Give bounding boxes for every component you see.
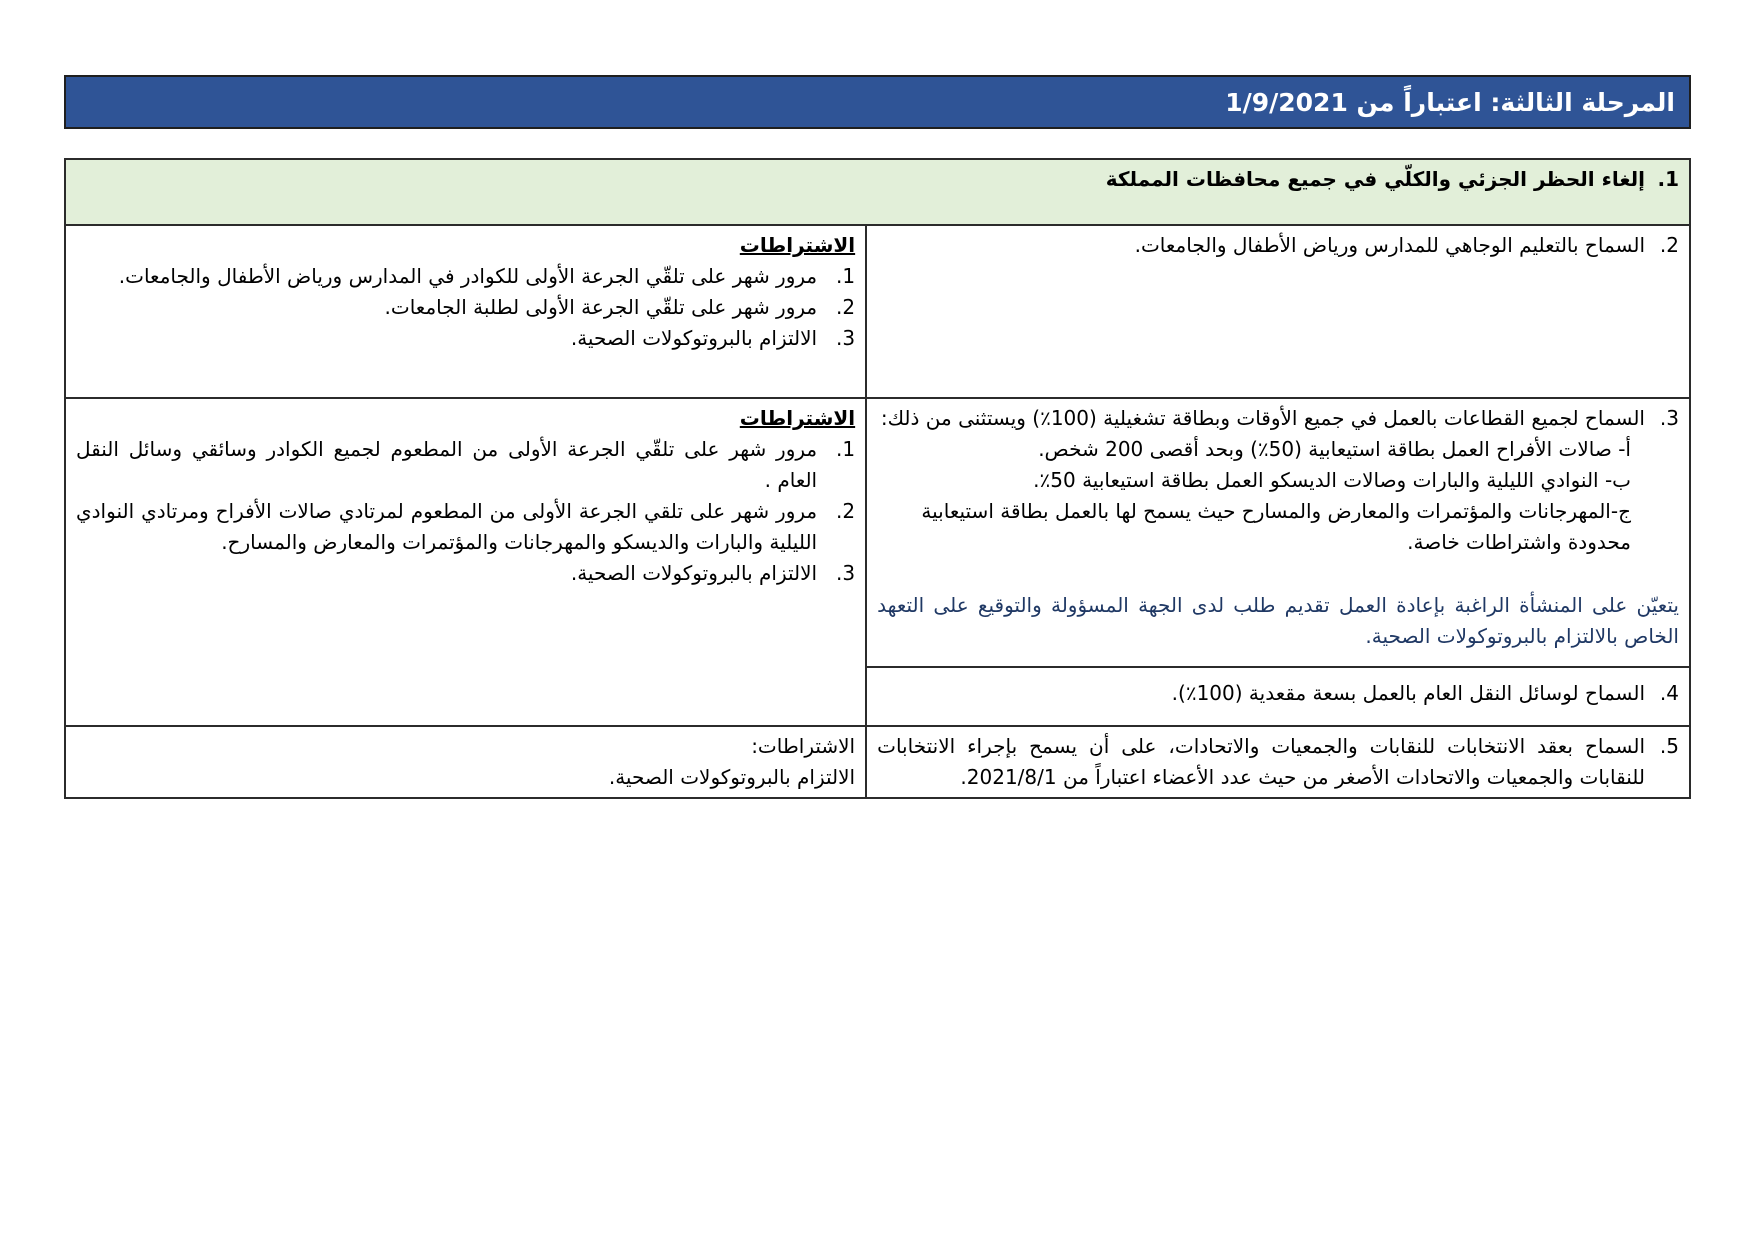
conditions-list: [76, 434, 855, 589]
item-number: 2.: [836, 295, 856, 319]
phase-title: المرحلة الثالثة: اعتباراً من 1/9/2021: [1225, 87, 1675, 117]
measure-text: السماح لجميع القطاعات بالعمل في جميع الأوقات وبطاقة تشغيلية (100٪) ويستثنى من ذلك:: [880, 406, 1645, 430]
measure-number: 2.: [1659, 233, 1679, 257]
conditions-heading: الاشتراطات:: [751, 734, 856, 758]
list-item: [76, 558, 855, 589]
measures-table: [64, 158, 1691, 799]
phase-header: [64, 75, 1691, 129]
exception-a: أ- صالات الأفراح العمل بطاقة استيعابية (50٪) وبحد أقصى 200 شخص.: [1038, 437, 1631, 461]
item-number: 3.: [836, 561, 856, 585]
exception-c: ج-المهرجانات والمؤتمرات والمعارض والمسارح حيث يسمح لها بالعمل بطاقة استيعابية محدودة واشتراطات خاصة.: [921, 499, 1631, 554]
item-text: مرور شهر على تلقي الجرعة الأولى من المطعوم لمرتادي صالات الأفراح ومرتادي النوادي الليلية والبارات والديسكو والمهرجانات والمؤتمرات والمعارض والمسارح.: [76, 499, 818, 554]
conditions-heading: الاشتراطات: [739, 406, 856, 430]
measure-4: [867, 666, 1689, 721]
table-row: [65, 159, 1690, 225]
table-row: [65, 726, 1690, 798]
item-text: مرور شهر على تلقّي الجرعة الأولى لطلبة الجامعات.: [384, 295, 818, 319]
measure-number: 1.: [1657, 167, 1679, 191]
measure-cell: [866, 726, 1690, 798]
item-text: مرور شهر على تلقّي الجرعة الأولى للكوادر في المدارس ورياض الأطفال والجامعات.: [118, 264, 818, 288]
item-number: 1.: [836, 437, 856, 461]
list-item: [76, 323, 855, 354]
item-text: الالتزام بالبروتوكولات الصحية.: [570, 326, 818, 350]
list-item: [76, 292, 855, 323]
item-text: الالتزام بالبروتوكولات الصحية.: [570, 561, 818, 585]
measure-number: 4.: [1659, 681, 1679, 705]
measure-text: السماح بالتعليم الوجاهي للمدارس ورياض الأطفال والجامعات.: [1134, 233, 1645, 257]
table-row: [65, 225, 1690, 398]
list-item: [76, 496, 855, 558]
measure-cell: [866, 225, 1690, 398]
item-text: مرور شهر على تلقّي الجرعة الأولى من المطعوم لجميع الكوادر وسائقي وسائل النقل العام .: [76, 437, 818, 492]
application-note: يتعيّن على المنشأة الراغبة بإعادة العمل تقديم طلب لدى الجهة المسؤولة والتوقيع على التعهد الخاص بالالتزام بالبروتوكولات الصحية.: [877, 593, 1679, 648]
conditions-cell: [65, 225, 866, 398]
item-number: 3.: [836, 326, 856, 350]
conditions-cell: [65, 398, 866, 726]
list-item: [76, 261, 855, 292]
conditions-heading: الاشتراطات: [739, 233, 856, 257]
item-number: 2.: [836, 499, 856, 523]
conditions-list: [76, 261, 855, 354]
list-item: [76, 434, 855, 496]
table-row: [65, 398, 1690, 726]
exception-b: ب- النوادي الليلية والبارات وصالات الديسكو العمل بطاقة استيعابية 50٪.: [1033, 468, 1631, 492]
item-number: 1.: [836, 264, 856, 288]
measure-text: السماح لوسائل النقل العام بالعمل بسعة مقعدية (100٪).: [1171, 681, 1645, 705]
measure-number: 3.: [1659, 406, 1679, 430]
conditions-cell: [65, 726, 866, 798]
measure-text: إلغاء الحظر الجزئي والكلّي في جميع محافظات المملكة: [1105, 167, 1645, 191]
condition-text: الالتزام بالبروتوكولات الصحية.: [608, 765, 856, 789]
measure-text: السماح بعقد الانتخابات للنقابات والجمعيات والاتحادات، على أن يسمح بإجراء الانتخابات للنقابات والجمعيات والاتحادات الأصغر من حيث عدد الأعضاء اعتباراً من 2021/8/1.: [877, 734, 1645, 789]
measure-cell: [866, 398, 1690, 726]
measure-number: 5.: [1659, 734, 1679, 758]
measure-cell: [65, 159, 1690, 225]
